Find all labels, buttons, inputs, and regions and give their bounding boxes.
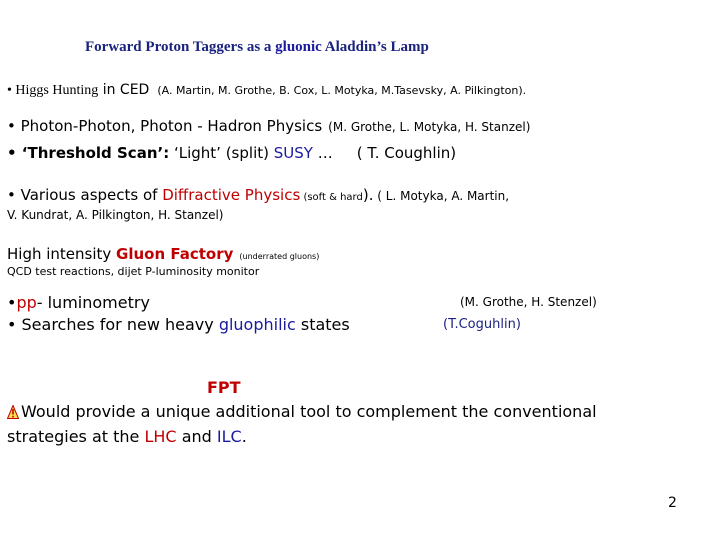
fpt-line-2-text: strategies at the (7, 427, 145, 446)
pp-rest: - luminometry (36, 293, 150, 312)
page-number: 2 (668, 495, 677, 511)
threshold-label: • ‘Threshold Scan’: (7, 144, 170, 162)
diffractive-highlight: Diffractive Physics (162, 186, 301, 204)
gluon-highlight: Gluon Factory (116, 245, 234, 263)
fpt-line-1-text: Would provide a unique additional tool to complement the conventional (21, 402, 597, 421)
fpt-line-1 (7, 402, 597, 421)
gluon-tiny-note: (underrated gluons) (239, 252, 320, 261)
exclamation-icon (7, 404, 19, 418)
title-part-as-a: as a (243, 39, 276, 55)
diffractive-refs-continued: V. Kundrat, A. Pilkington, H. Stanzel) (7, 208, 224, 222)
diffractive-small: (soft & hard (300, 192, 363, 203)
diffractive-refs: ( L. Motyka, A. Martin, (373, 189, 510, 203)
fpt-ilc: ILC (216, 427, 242, 446)
photon-label: • Photon-Photon, Photon - Hadron Physics (7, 117, 323, 135)
threshold-susy: SUSY (273, 144, 313, 162)
bullet-higgs (7, 82, 526, 99)
searches-highlight: gluophilic (218, 315, 296, 334)
diffractive-label: • Various aspects of (7, 186, 163, 204)
gluon-label: High intensity (7, 245, 117, 263)
bullet-threshold (7, 144, 456, 162)
title-part-taggers: Forward Proton Taggers (85, 39, 244, 55)
title-part-gluonic: gluonic (275, 39, 322, 55)
threshold-light: ‘Light’ (split) (169, 144, 274, 162)
searches-label: • Searches for new heavy (7, 315, 219, 334)
fpt-label: FPT (207, 378, 241, 397)
pp-ref: (M. Grothe, H. Stenzel) (460, 295, 597, 309)
searches-rest: states (295, 315, 350, 334)
bullet-pp-luminometry (7, 293, 150, 312)
fpt-period: . (241, 427, 247, 446)
diffractive-close: ). (362, 186, 374, 204)
bullet-gluon-factory (7, 245, 319, 263)
gluon-subline: QCD test reactions, dijet P-luminosity monitor (7, 265, 260, 278)
fpt-lhc: LHC (144, 427, 177, 446)
higgs-label-ced: in CED (98, 82, 150, 98)
fpt-line-2 (7, 427, 247, 446)
fpt-and: and (176, 427, 217, 446)
threshold-dots: … (312, 144, 333, 162)
title-part-lamp: Aladdin’s Lamp (321, 39, 429, 55)
bullet-searches (7, 315, 350, 334)
higgs-label: • Higgs Hunting (7, 83, 99, 98)
pp-highlight: pp (16, 293, 37, 312)
bullet-photon (7, 117, 530, 135)
photon-refs: (M. Grothe, L. Motyka, H. Stanzel) (328, 120, 531, 134)
searches-ref: (T.Coguhlin) (443, 317, 521, 332)
slide-title (85, 39, 429, 56)
threshold-refs: ( T. Coughlin) (356, 144, 457, 162)
pp-bullet: • (7, 293, 17, 312)
higgs-refs: (A. Martin, M. Grothe, B. Cox, L. Motyka, M.Tasevsky, A. Pilkington). (157, 84, 527, 97)
bullet-diffractive (7, 186, 509, 204)
